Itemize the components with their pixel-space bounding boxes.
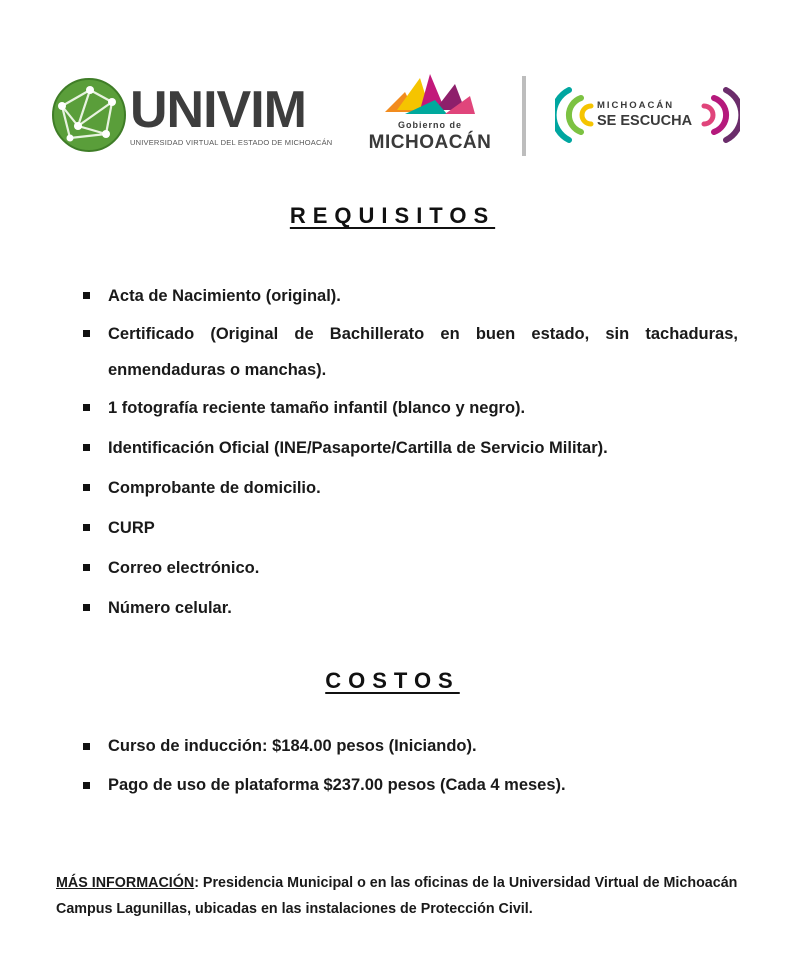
michoacan-se-escucha-logo	[555, 84, 740, 146]
mse-line1: MICHOACÁN	[597, 100, 675, 111]
list-item-text: Acta de Nacimiento (original).	[108, 287, 341, 305]
list-item	[108, 766, 738, 805]
requisitos-list	[108, 276, 738, 628]
more-info-label: MÁS INFORMACIÓN	[56, 875, 195, 891]
list-item	[108, 316, 738, 388]
logo-divider	[522, 76, 526, 156]
list-item	[108, 428, 738, 468]
square-bullet-icon	[83, 484, 90, 491]
univim-subtitle: UNIVERSIDAD VIRTUAL DEL ESTADO DE MICHOACÁN	[130, 138, 333, 147]
list-item-text: Número celular.	[108, 599, 232, 617]
list-item-text: Curso de inducción: $184.00 pesos (Iniciando).	[108, 737, 477, 755]
gobierno-line2: MICHOACÁN	[368, 132, 492, 153]
square-bullet-icon	[83, 404, 90, 411]
list-item	[108, 548, 738, 588]
square-bullet-icon	[83, 524, 90, 531]
list-item-text: Certificado (Original de Bachillerato en buen estado, sin tachaduras, enmendaduras o manchas).	[108, 325, 738, 379]
list-item-text: CURP	[108, 519, 155, 537]
list-item-text: Correo electrónico.	[108, 559, 260, 577]
square-bullet-icon	[83, 564, 90, 571]
monarch-emblem-icon	[375, 70, 485, 120]
costos-list	[108, 727, 738, 805]
list-item-text: Comprobante de domicilio.	[108, 479, 321, 497]
header-logos	[50, 70, 740, 160]
requisitos-heading: REQUISITOS	[289, 203, 496, 228]
list-item	[108, 276, 738, 316]
globe-icon	[50, 76, 128, 154]
square-bullet-icon	[83, 604, 90, 611]
sound-waves-right-icon	[700, 84, 740, 146]
list-item	[108, 388, 738, 428]
list-item-text: 1 fotografía reciente tamaño infantil (blanco y negro).	[108, 399, 526, 417]
sound-waves-left-icon	[555, 84, 595, 146]
mse-line2: SE ESCUCHA	[597, 113, 693, 129]
univim-wordmark: UNIVIM	[130, 81, 306, 139]
gobierno-line1: Gobierno de	[397, 120, 462, 130]
list-item	[108, 588, 738, 628]
more-info-text: : Presidencia Municipal o en las oficinas de la Universidad Virtual de Michoacán Campus Lagunillas, ubicadas en las instalaciones de Protección Civil.	[56, 875, 738, 917]
list-item-text: Identificación Oficial (INE/Pasaporte/Cartilla de Servicio Militar).	[108, 439, 608, 457]
costos-heading: COSTOS	[325, 668, 460, 693]
square-bullet-icon	[83, 444, 90, 451]
list-item	[108, 508, 738, 548]
square-bullet-icon	[83, 743, 90, 750]
gobierno-michoacan-logo	[360, 70, 500, 160]
list-item	[108, 468, 738, 508]
univim-logo	[50, 76, 333, 156]
list-item	[108, 727, 738, 766]
list-item-text: Pago de uso de plataforma $237.00 pesos (Cada 4 meses).	[108, 776, 566, 794]
square-bullet-icon	[83, 292, 90, 299]
square-bullet-icon	[83, 782, 90, 789]
square-bullet-icon	[83, 330, 90, 337]
more-info-paragraph	[56, 870, 746, 922]
